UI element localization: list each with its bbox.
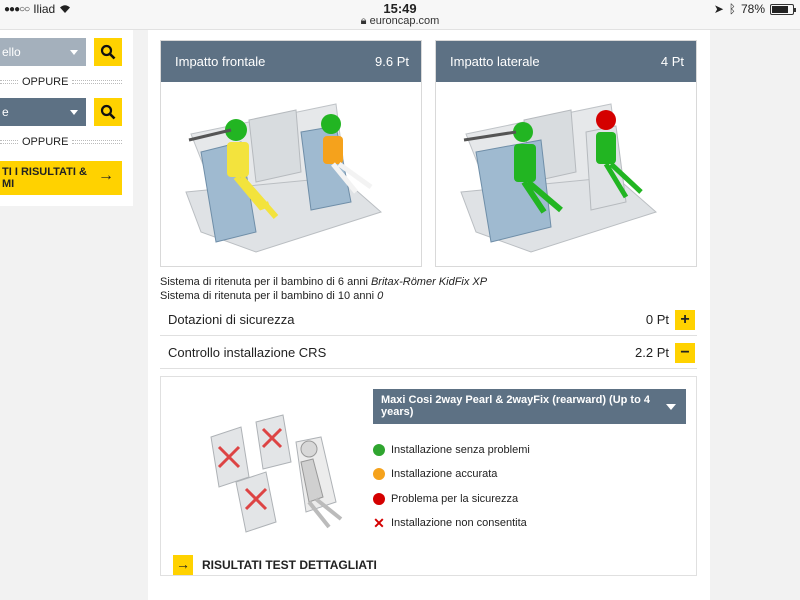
arrow-right-icon: → xyxy=(173,555,193,575)
safety-equipment-row[interactable] xyxy=(160,304,697,336)
crs-description: Sistema di ritenuta per il bambino di 6 anni Britax-Römer KidFix XP Sistema di ritenuta per il bambino di 10 anni 0 xyxy=(160,276,488,302)
all-results-button[interactable]: TI I RISULTATI & MI → xyxy=(0,161,122,195)
frontal-impact-illustration xyxy=(161,82,421,266)
battery-percent: 78% xyxy=(740,2,765,16)
seat-installation-illustration xyxy=(201,407,351,537)
crs-installation-panel xyxy=(160,376,697,576)
chevron-down-icon xyxy=(70,110,78,115)
lateral-impact-points: 4 Pt xyxy=(660,54,684,69)
row-points: 2.2 Pt xyxy=(635,345,669,360)
clock: 15:49 xyxy=(383,1,417,16)
crs-installation-row[interactable] xyxy=(160,337,697,369)
crs-10-years-model: 0 xyxy=(377,290,384,302)
arrow-right-icon: → xyxy=(98,167,114,184)
child-occupant-panel xyxy=(148,30,710,600)
lock-icon: 🔒︎ xyxy=(360,15,367,27)
oppure-divider: OPPURE xyxy=(0,76,122,88)
legend-item: Installazione accurata xyxy=(373,462,530,486)
status-bar xyxy=(0,0,800,30)
orange-dot-icon xyxy=(373,468,385,480)
row-label: Controllo installazione CRS xyxy=(168,345,327,360)
location-icon: ➤ xyxy=(713,2,724,16)
battery-icon xyxy=(770,4,794,15)
search-sidebar xyxy=(0,30,133,206)
url-text: euroncap.com xyxy=(369,15,440,27)
chevron-down-icon xyxy=(70,50,78,55)
red-dot-icon xyxy=(373,493,385,505)
model-select-value: ello xyxy=(2,45,21,59)
legend-item: ✕ Installazione non consentita xyxy=(373,514,527,531)
lateral-impact-illustration xyxy=(436,82,696,266)
category-select[interactable] xyxy=(0,98,86,126)
crs-model-select-value: Maxi Cosi 2way Pearl & 2wayFix (rearward) (Up to 4 years) xyxy=(381,394,650,418)
search-button[interactable] xyxy=(94,38,122,66)
oppure-divider: OPPURE xyxy=(0,136,122,148)
detailed-results-button[interactable]: → RISULTATI TEST DETTAGLIATI xyxy=(173,555,377,575)
search-icon xyxy=(100,44,116,60)
lateral-impact-card xyxy=(435,40,697,267)
legend-item: Problema per la sicurezza xyxy=(373,487,530,511)
frontal-impact-label: Impatto frontale xyxy=(175,54,266,69)
collapse-icon[interactable]: − xyxy=(675,343,695,363)
row-label: Dotazioni di sicurezza xyxy=(168,312,295,327)
category-select-value: e xyxy=(2,105,9,119)
model-select[interactable] xyxy=(0,38,86,66)
expand-icon[interactable]: + xyxy=(675,310,695,330)
lateral-impact-label: Impatto laterale xyxy=(450,54,540,69)
installation-legend xyxy=(373,438,530,535)
status-right xyxy=(714,2,794,16)
frontal-impact-points: 9.6 Pt xyxy=(375,54,409,69)
row-points: 0 Pt xyxy=(645,312,669,327)
frontal-impact-card xyxy=(160,40,422,267)
url-bar[interactable] xyxy=(0,15,800,28)
search-icon xyxy=(100,104,116,120)
chevron-down-icon xyxy=(666,404,676,410)
signal-icon: ●●●○○ xyxy=(4,3,30,15)
bluetooth-icon: ᛒ xyxy=(728,2,736,16)
search-button[interactable] xyxy=(94,98,122,126)
red-x-icon: ✕ xyxy=(373,514,385,531)
green-dot-icon xyxy=(373,444,385,456)
carrier-name: Iliad xyxy=(33,2,56,16)
crs-model-select[interactable] xyxy=(373,389,686,424)
legend-item: Installazione senza problemi xyxy=(373,438,530,462)
crs-6-years-model: Britax-Römer KidFix XP xyxy=(370,276,488,288)
